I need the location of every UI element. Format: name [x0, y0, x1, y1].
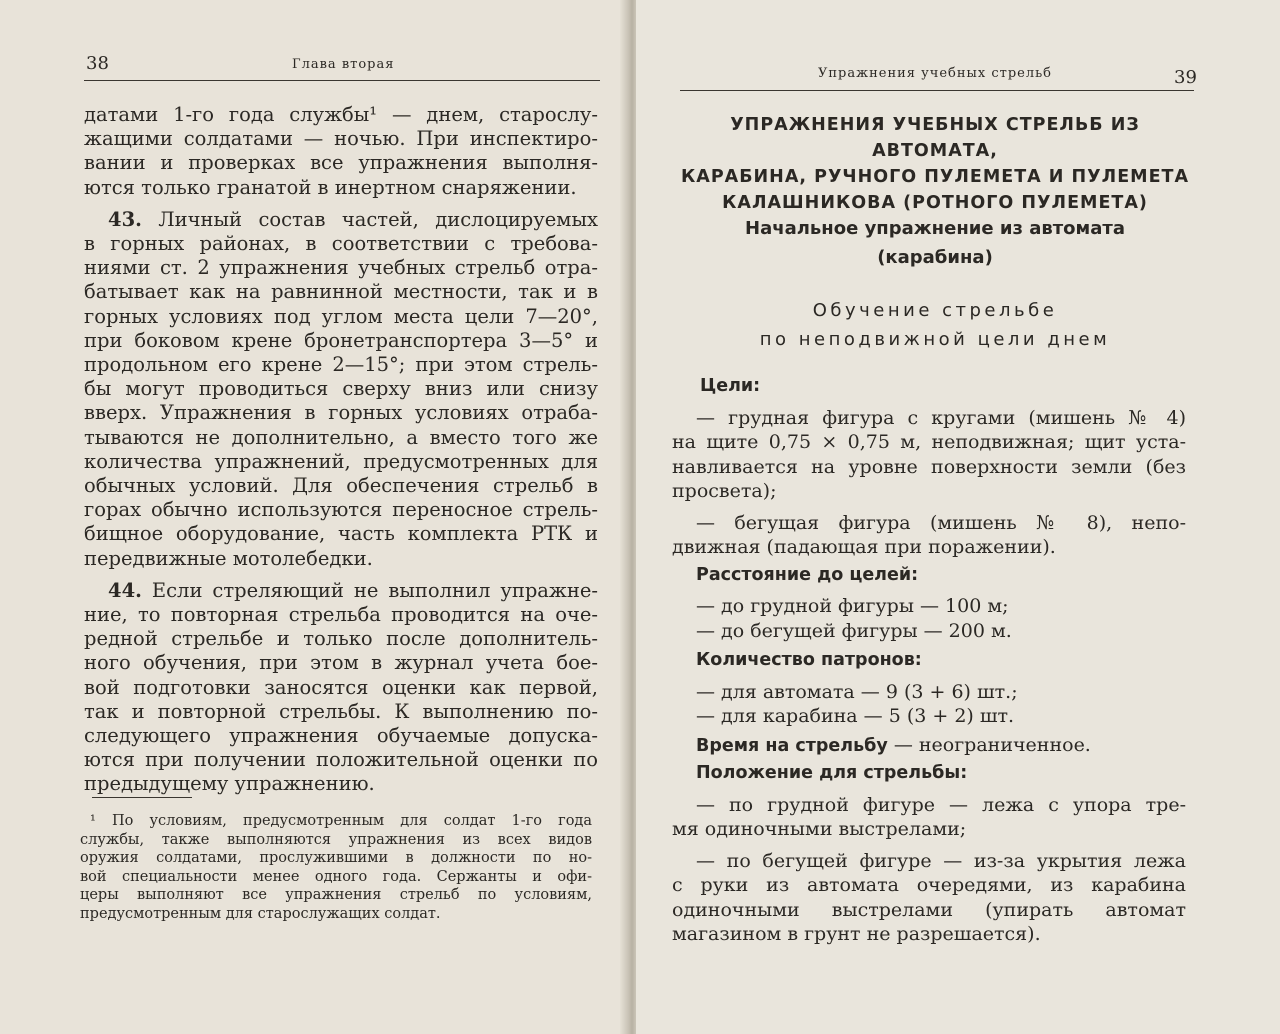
text-line: 43. Личный состав частей, дислоцируемых	[108, 207, 598, 231]
running-head: Глава вторая	[292, 57, 395, 72]
text-line: в горных районах, в соответствии с требова-	[84, 232, 598, 256]
text-line: датами 1-го года службы¹ — днем, старослу-	[84, 103, 598, 126]
exercise-subtitle-line: по неподвижной цели днем	[759, 329, 1111, 350]
heading-line: КАЛАШНИКОВА (РОТНОГО ПУЛЕМЕТА)	[722, 193, 1148, 213]
distance-line: — до грудной фигуры — 100 м;	[696, 595, 1009, 617]
running-head: Упражнения учебных стрельб	[818, 66, 1052, 81]
text-line: горных условиях под углом места цели 7—20°,	[84, 304, 598, 328]
header-rule	[680, 90, 1194, 91]
exercise-subtitle	[676, 296, 1194, 354]
text-line: горах обычно используются переносное стрель-	[84, 498, 598, 522]
paragraph-43	[84, 208, 598, 571]
text-line: обычных условий. Для обеспечения стрельб в	[84, 474, 598, 498]
text-line: 44. Если стреляющий не выполнил упражне-	[108, 578, 598, 602]
footnote	[80, 812, 592, 924]
section-heading	[676, 112, 1194, 216]
position-line: — по бегущей фигуре — из-за укрытия лежа	[696, 849, 1186, 872]
exercise-title-line: (карабина)	[877, 247, 993, 268]
exercise-title-line: Начальное упражнение из автомата	[745, 218, 1125, 239]
position-line: мя одиночными выстрелами;	[672, 818, 967, 840]
target-line: просвета);	[672, 480, 777, 502]
paragraph	[84, 103, 598, 200]
text-line: тываются не дополнительно, а вместо того же	[84, 425, 598, 449]
page-number: 38	[86, 53, 109, 74]
target-line: навливается на уровне поверхности земли (без	[672, 455, 1186, 478]
heading-line: КАРАБИНА, РУЧНОГО ПУЛЕМЕТА И ПУЛЕМЕТА	[680, 167, 1190, 187]
cartridges-line: — для автомата — 9 (3 + 6) шт.;	[696, 680, 1018, 703]
footnote-line: оружия солдатами, прослужившими в должности по но-	[80, 850, 592, 867]
text-line: вой подготовки заносятся оценки как первой,	[84, 675, 598, 699]
target-line: — грудная фигура с кругами (мишень № 4)	[696, 406, 1186, 429]
text-line: вверх. Упражнения в горных условиях отраба-	[84, 401, 598, 425]
text-line: ного обучения, при этом в журнал учета бое-	[84, 651, 598, 675]
text-line: ются при получении положительной оценки по	[84, 748, 598, 772]
text-line: бищное оборудование, часть комплекта РТК и	[84, 522, 598, 546]
exercise-title	[676, 214, 1194, 272]
paragraph-number: 43.	[108, 207, 142, 231]
target-line: — бегущая фигура (мишень № 8), непо-	[696, 511, 1186, 534]
main-text	[84, 103, 598, 805]
cartridges-label: Количество патронов:	[696, 650, 922, 670]
header-rule	[84, 80, 600, 81]
footnote-line: ¹ По условиям, предусмотренным для солдат 1-го года	[90, 813, 592, 829]
text-line: так и повторной стрельбы. К выполнению по-	[84, 699, 598, 723]
text-line: предыдущему упражнению.	[84, 772, 375, 796]
targets-label: Цели:	[700, 376, 761, 396]
text-line: следующего упражнения обучаемые допуска-	[84, 724, 598, 748]
position-line: одиночными выстрелами (упирать автомат	[672, 898, 1186, 921]
paragraph-number: 44.	[108, 578, 142, 602]
target-line: движная (падающая при поражении).	[672, 536, 1056, 558]
exercise-subtitle-line: Обучение стрельбе	[812, 300, 1058, 321]
text-line: передвижные мотолебедки.	[84, 546, 373, 570]
text-line: жащими солдатами — ночью. При инспектиро-	[84, 127, 598, 151]
position-label: Положение для стрельбы:	[696, 763, 968, 783]
text-line: батывает как на равнинной местности, так и в	[84, 280, 598, 304]
text-line: ние, то повторная стрельба проводится на оче-	[84, 603, 598, 627]
cartridges-line: — для карабина — 5 (3 + 2) шт.	[696, 705, 1015, 727]
target-line: на щите 0,75 × 0,75 м, неподвижная; щит уста-	[672, 431, 1186, 453]
heading-line: УПРАЖНЕНИЯ УЧЕБНЫХ СТРЕЛЬБ ИЗ АВТОМАТА,	[730, 115, 1140, 161]
text-line: вании и проверках все упражнения выполня-	[84, 151, 598, 175]
text-line: редной стрельбе и только после дополнитель-	[84, 627, 598, 651]
footnote-rule	[92, 797, 192, 798]
footnote-line: вой специальности менее одного года. Сержанты и офи-	[80, 868, 592, 885]
position-line: — по грудной фигуре — лежа с упора тре-	[696, 793, 1186, 816]
page-number: 39	[1174, 67, 1197, 88]
exercise-conditions	[672, 373, 1186, 947]
text-line: продольном его крене 2—15°; при этом стрель-	[84, 353, 598, 377]
footnote-line: церы выполняют все упражнения стрельб по условиям,	[80, 887, 592, 904]
text-line: при боковом крене бронетранспортера 3—5° и	[84, 328, 598, 352]
paragraph-44	[84, 579, 598, 797]
text-line: ются только гранатой в инертном снаряжении.	[84, 175, 577, 199]
footnote-line: службы, также выполняются упражнения из всех видов	[80, 831, 592, 848]
distance-label: Расстояние до целей:	[696, 564, 919, 585]
left-page	[0, 0, 628, 1034]
footnote-line: предусмотренным для старослужащих солдат.	[80, 905, 441, 922]
text-line: количества упражнений, предусмотренных для	[84, 449, 598, 473]
position-line: магазином в грунт не разрешается).	[672, 923, 1041, 945]
text-line: ниями ст. 2 упражнения учебных стрельб отра-	[84, 256, 598, 280]
position-line: с руки из автомата очередями, из карабина	[672, 874, 1186, 896]
distance-line: — до бегущей фигуры — 200 м.	[696, 619, 1012, 642]
time-line: Время на стрельбу — неограниченное.	[696, 733, 1091, 756]
text-line: бы могут проводиться сверху вниз или снизу	[84, 377, 598, 401]
